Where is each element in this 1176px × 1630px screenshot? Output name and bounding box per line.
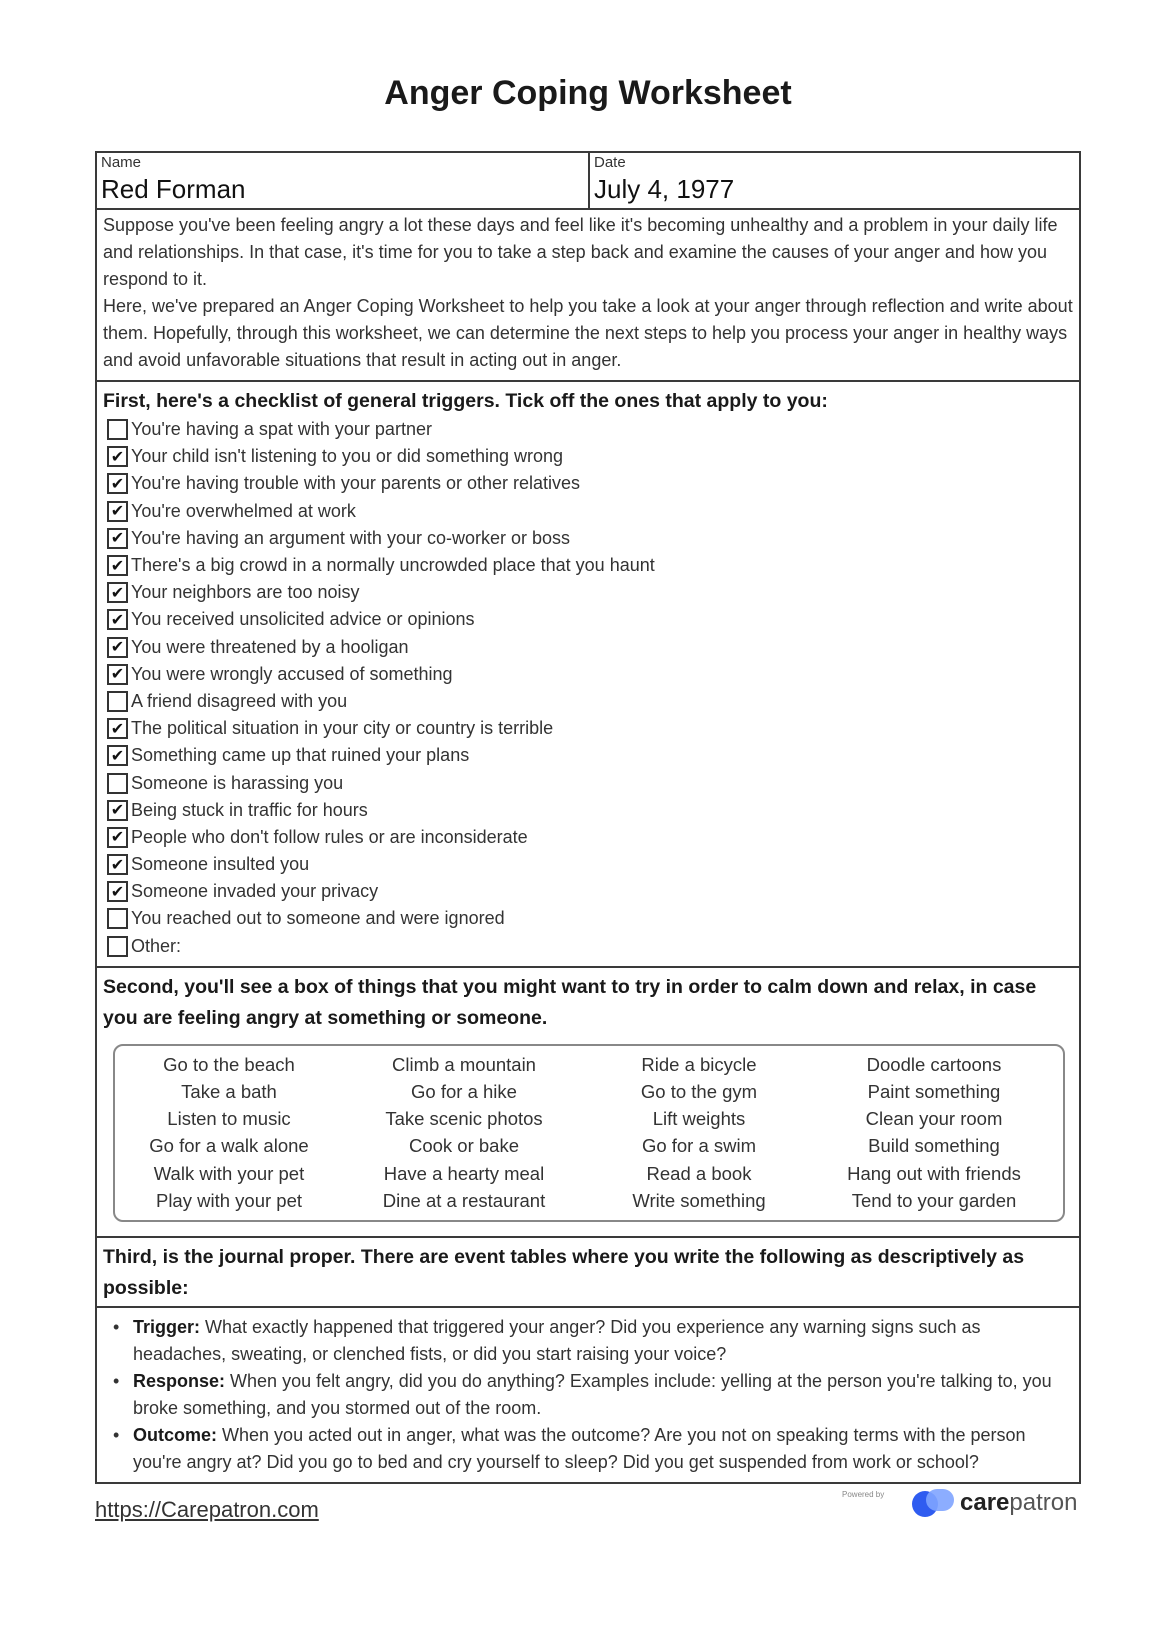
- calm-activity: Go for a walk alone: [149, 1135, 309, 1157]
- checked-checkbox[interactable]: ✔: [107, 582, 128, 603]
- journal-term: Outcome:: [133, 1424, 218, 1445]
- checklist-item[interactable]: [103, 416, 1073, 443]
- calm-activity: Dine at a restaurant: [382, 1189, 546, 1211]
- checklist-item[interactable]: [103, 606, 1073, 633]
- journal-text: When you acted out in anger, what was the outcome? Are you not on speaking terms with the person you're angry at? Did you go to bed and cry yourself to sleep? Did you get suspended from work or school?: [133, 1424, 1026, 1472]
- journal-heading: Third, is the journal proper. There are event tables where you write the following as descriptively as possible:: [103, 1245, 1025, 1299]
- carepatron-link[interactable]: https://Carepatron.com: [95, 1497, 319, 1522]
- checked-checkbox[interactable]: ✔: [107, 800, 128, 821]
- checklist-item[interactable]: [103, 443, 1073, 470]
- calm-activity: Walk with your pet: [153, 1162, 305, 1184]
- checklist-item-label: Someone invaded your privacy: [131, 881, 379, 902]
- checkbox[interactable]: [107, 908, 128, 929]
- checklist-item[interactable]: [103, 878, 1073, 905]
- checked-checkbox[interactable]: ✔: [107, 827, 128, 848]
- checked-checkbox[interactable]: ✔: [107, 473, 128, 494]
- checkbox[interactable]: [107, 419, 128, 440]
- checklist-item-label: People who don't follow rules or are inconsiderate: [131, 826, 528, 847]
- journal-item: [111, 1368, 1067, 1422]
- checklist-item[interactable]: [103, 715, 1073, 742]
- checklist-item-label: You reached out to someone and were ignored: [131, 908, 505, 929]
- calm-activity: Paint something: [867, 1080, 1001, 1102]
- intro-paragraph: Suppose you've been feeling angry a lot these days and feel like it's becoming unhealthy and a problem in your daily life and relationships. In that case, it's time for you to take a step back and examine the causes of your anger and how you respond to it.: [103, 215, 1058, 289]
- checklist-item[interactable]: [103, 933, 1073, 960]
- calm-activity: Read a book: [646, 1162, 752, 1184]
- checkbox[interactable]: [107, 773, 128, 794]
- brand-rest: patron: [1009, 1489, 1078, 1516]
- journal-text: When you felt angry, did you do anything? Examples include: yelling at the person you're talking to, you broke something, and you stormed out of the room.: [133, 1370, 1052, 1418]
- checklist-items: [103, 416, 1073, 960]
- checklist-item[interactable]: [103, 769, 1073, 796]
- carepatron-wordmark: [960, 1489, 1077, 1517]
- page-title: Anger Coping Worksheet: [384, 74, 792, 112]
- checklist-item-label: A friend disagreed with you: [131, 690, 348, 711]
- checklist-item[interactable]: [103, 498, 1073, 525]
- bullet-icon: •: [113, 1370, 120, 1391]
- checklist-item-label: You received unsolicited advice or opinions: [131, 609, 475, 630]
- calm-activity: Cook or bake: [408, 1135, 520, 1157]
- worksheet-frame: [95, 151, 1081, 1484]
- checklist-item[interactable]: [103, 552, 1073, 579]
- name-value[interactable]: Red Forman: [101, 174, 246, 204]
- checked-checkbox[interactable]: ✔: [107, 555, 128, 576]
- bullet-icon: •: [113, 1424, 120, 1445]
- calm-heading: Second, you'll see a box of things that you might want to try in order to calm down and relax, in case you are feeling angry at something or someone.: [103, 975, 1037, 1029]
- powered-by-label: Powered by: [842, 1490, 885, 1499]
- checklist-item-label: Other:: [131, 935, 182, 956]
- checklist-item[interactable]: [103, 470, 1073, 497]
- calm-activity: Clean your room: [865, 1108, 1003, 1130]
- checklist-item-label: You're overwhelmed at work: [131, 500, 356, 521]
- header-fields: [97, 153, 1079, 210]
- checklist-item[interactable]: [103, 525, 1073, 552]
- calm-activity: Lift weights: [652, 1108, 746, 1130]
- calm-activity: Take a bath: [181, 1080, 277, 1102]
- checklist-item[interactable]: [103, 905, 1073, 932]
- checked-checkbox[interactable]: ✔: [107, 745, 128, 766]
- checked-checkbox[interactable]: ✔: [107, 501, 128, 522]
- bullet-icon: •: [113, 1316, 120, 1337]
- carepatron-brand: [912, 1487, 1077, 1519]
- checked-checkbox[interactable]: ✔: [107, 881, 128, 902]
- checklist-item[interactable]: [103, 634, 1073, 661]
- checklist-item-label: Your neighbors are too noisy: [131, 582, 360, 603]
- checklist-item[interactable]: [103, 851, 1073, 878]
- date-value[interactable]: July 4, 1977: [594, 174, 735, 204]
- journal-heading-section: [97, 1238, 1079, 1308]
- intro-paragraph: Here, we've prepared an Anger Coping Worksheet to help you take a look at your anger through reflection and write about them. Hopefully, through this worksheet, we can determine the next steps to help you process your anger in healthy ways and avoid unfavorable situations that result in acting out in anger.: [103, 296, 1073, 370]
- date-field[interactable]: [590, 153, 1079, 208]
- checked-checkbox[interactable]: ✔: [107, 637, 128, 658]
- checked-checkbox[interactable]: ✔: [107, 609, 128, 630]
- checklist-item-label: Something came up that ruined your plans: [131, 745, 470, 766]
- calm-activity: Go to the beach: [163, 1053, 295, 1075]
- checklist-item-label: You were threatened by a hooligan: [131, 636, 409, 657]
- checklist-item[interactable]: [103, 579, 1073, 606]
- journal-item: [111, 1422, 1067, 1476]
- date-label: Date: [594, 154, 626, 171]
- intro-section: [97, 210, 1079, 382]
- calm-activity: Go for a hike: [411, 1080, 517, 1102]
- calm-activity: Doodle cartoons: [866, 1053, 1002, 1075]
- journal-list: [97, 1308, 1079, 1482]
- checkbox[interactable]: [107, 936, 128, 957]
- journal-text: What exactly happened that triggered your anger? Did you experience any warning signs such as headaches, sweating, or clenched fists, or did you start raising your voice?: [133, 1316, 981, 1364]
- checklist-item[interactable]: [103, 688, 1073, 715]
- checklist-item[interactable]: [103, 824, 1073, 851]
- checklist-heading: First, here's a checklist of general triggers. Tick off the ones that apply to you:: [103, 390, 828, 412]
- carepatron-logo-icon: [912, 1487, 956, 1519]
- calm-activity: Play with your pet: [155, 1189, 302, 1211]
- name-label: Name: [101, 154, 142, 171]
- calm-activity: Take scenic photos: [385, 1108, 543, 1130]
- calm-activity: Tend to your garden: [851, 1189, 1017, 1211]
- journal-term: Response:: [133, 1370, 226, 1391]
- calm-activity: Ride a bicycle: [641, 1053, 757, 1075]
- calm-activity: Listen to music: [167, 1108, 291, 1130]
- checklist-item[interactable]: [103, 742, 1073, 769]
- calm-section: [97, 968, 1079, 1238]
- checklist-item-label: You're having trouble with your parents or other relatives: [131, 473, 581, 494]
- checklist-item-label: There's a big crowd in a normally uncrowded place that you haunt: [131, 555, 655, 576]
- checklist-item[interactable]: [103, 661, 1073, 688]
- checked-checkbox[interactable]: ✔: [107, 528, 128, 549]
- calm-activity: Write something: [632, 1189, 766, 1211]
- checklist-item-label: Your child isn't listening to you or did something wrong: [131, 446, 564, 467]
- checkbox[interactable]: [107, 691, 128, 712]
- checklist-item-label: You're having an argument with your co-worker or boss: [131, 527, 570, 548]
- journal-term: Trigger:: [133, 1316, 201, 1337]
- checked-checkbox[interactable]: ✔: [107, 446, 128, 467]
- checklist-item-label: Being stuck in traffic for hours: [131, 799, 368, 820]
- calm-activity: Go to the gym: [640, 1080, 758, 1102]
- brand-bold: care: [960, 1489, 1010, 1516]
- calm-activity: Climb a mountain: [392, 1053, 536, 1075]
- calm-activities-box: [113, 1044, 1065, 1222]
- checklist-item-label: Someone is harassing you: [131, 772, 344, 793]
- checked-checkbox[interactable]: ✔: [107, 854, 128, 875]
- checklist-item-label: The political situation in your city or country is terrible: [131, 718, 554, 739]
- journal-item: [111, 1314, 1067, 1368]
- checked-checkbox[interactable]: ✔: [107, 664, 128, 685]
- checklist-item-label: Someone insulted you: [131, 854, 310, 875]
- trigger-checklist: [97, 382, 1079, 968]
- checklist-item-label: You were wrongly accused of something: [131, 663, 453, 684]
- name-field[interactable]: [97, 153, 590, 208]
- calm-activity: Go for a swim: [641, 1135, 757, 1157]
- checklist-item[interactable]: [103, 797, 1073, 824]
- checked-checkbox[interactable]: ✔: [107, 718, 128, 739]
- calm-activity: Build something: [868, 1135, 1000, 1157]
- calm-activity: Hang out with friends: [847, 1162, 1021, 1184]
- checklist-item-label: You're having a spat with your partner: [131, 419, 432, 440]
- calm-activity: Have a hearty meal: [383, 1162, 545, 1184]
